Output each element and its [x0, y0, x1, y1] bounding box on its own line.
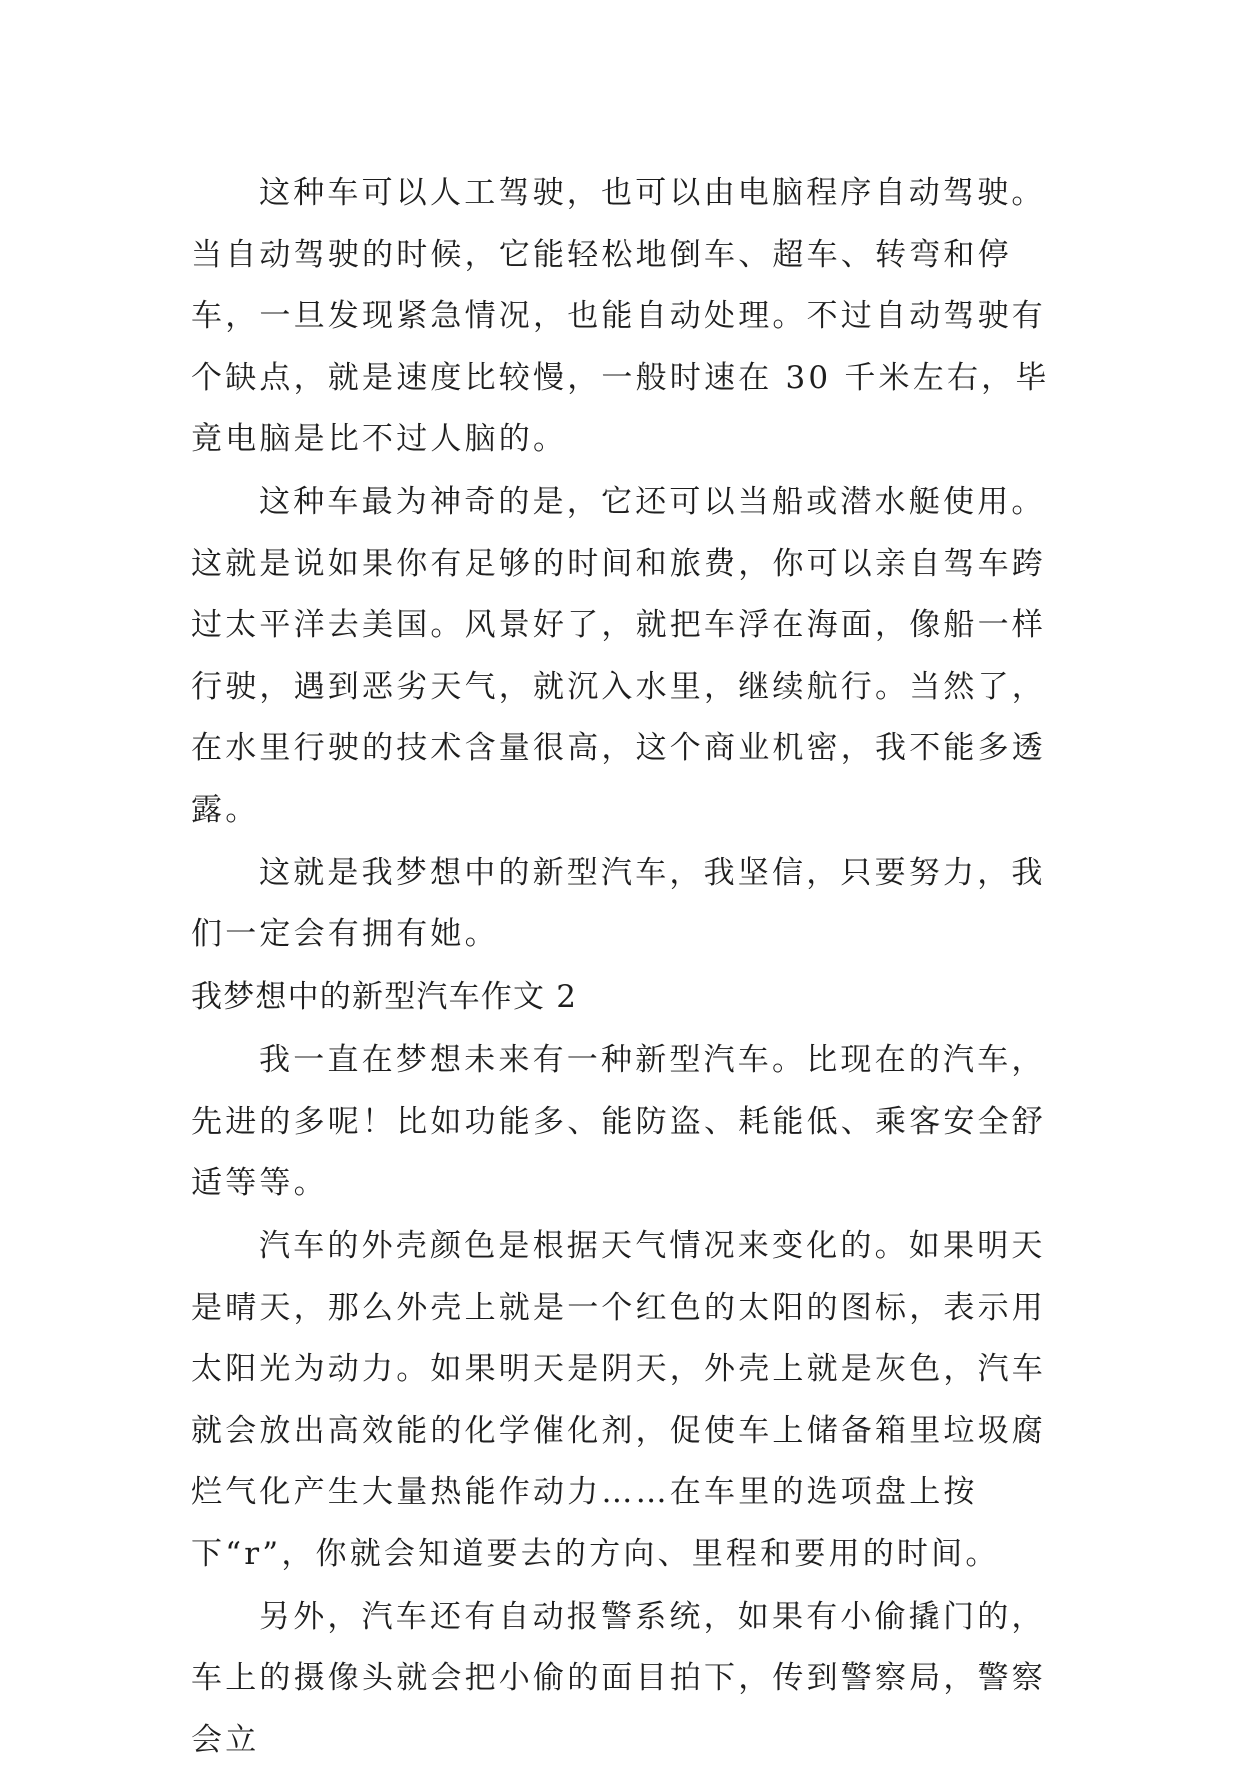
document-body: [191, 163, 1071, 1773]
paragraph: 汽车的外壳颜色是根据天气情况来变化的。如果明天是晴天，那么外壳上就是一个红色的太阳的图标，表示用太阳光为动力。如果明天是阴天，外壳上就是灰色，汽车就会放出高效能的化学催化剂，促使车上储备箱里垃圾腐烂气化产生大量热能作动力……在车里的选项盘上按下“r”，你就会知道要去的方向、里程和要用的时间。: [191, 1228, 1046, 1572]
paragraph: 我一直在梦想未来有一种新型汽车。比现在的汽车，先进的多呢！比如功能多、能防盗、耗能低、乘客安全舒适等等。: [191, 1042, 1046, 1201]
paragraph: 这就是我梦想中的新型汽车，我坚信，只要努力，我们一定会有拥有她。: [191, 854, 1046, 952]
paragraph: 另外，汽车还有自动报警系统，如果有小偷撬门的，车上的摄像头就会把小偷的面目拍下，传到警察局，警察会立: [191, 1598, 1046, 1758]
paragraph: 这种车可以人工驾驶，也可以由电脑程序自动驾驶。当自动驾驶的时候，它能轻松地倒车、超车、转弯和停车，一旦发现紧急情况，也能自动处理。不过自动驾驶有个缺点，就是速度比较慢，一般时速在 30 千米左右，毕竟电脑是比不过人脑的。: [191, 175, 1050, 457]
paragraph: 这种车最为神奇的是，它还可以当船或潜水艇使用。这就是说如果你有足够的时间和旅费，你可以亲自驾车跨过太平洋去美国。风景好了，就把车浮在海面，像船一样行驶，遇到恶劣天气，就沉入水里，继续航行。当然了，在水里行驶的技术含量很高，这个商业机密，我不能多透露。: [191, 484, 1046, 828]
section-heading: 我梦想中的新型汽车作文 2: [191, 979, 578, 1015]
